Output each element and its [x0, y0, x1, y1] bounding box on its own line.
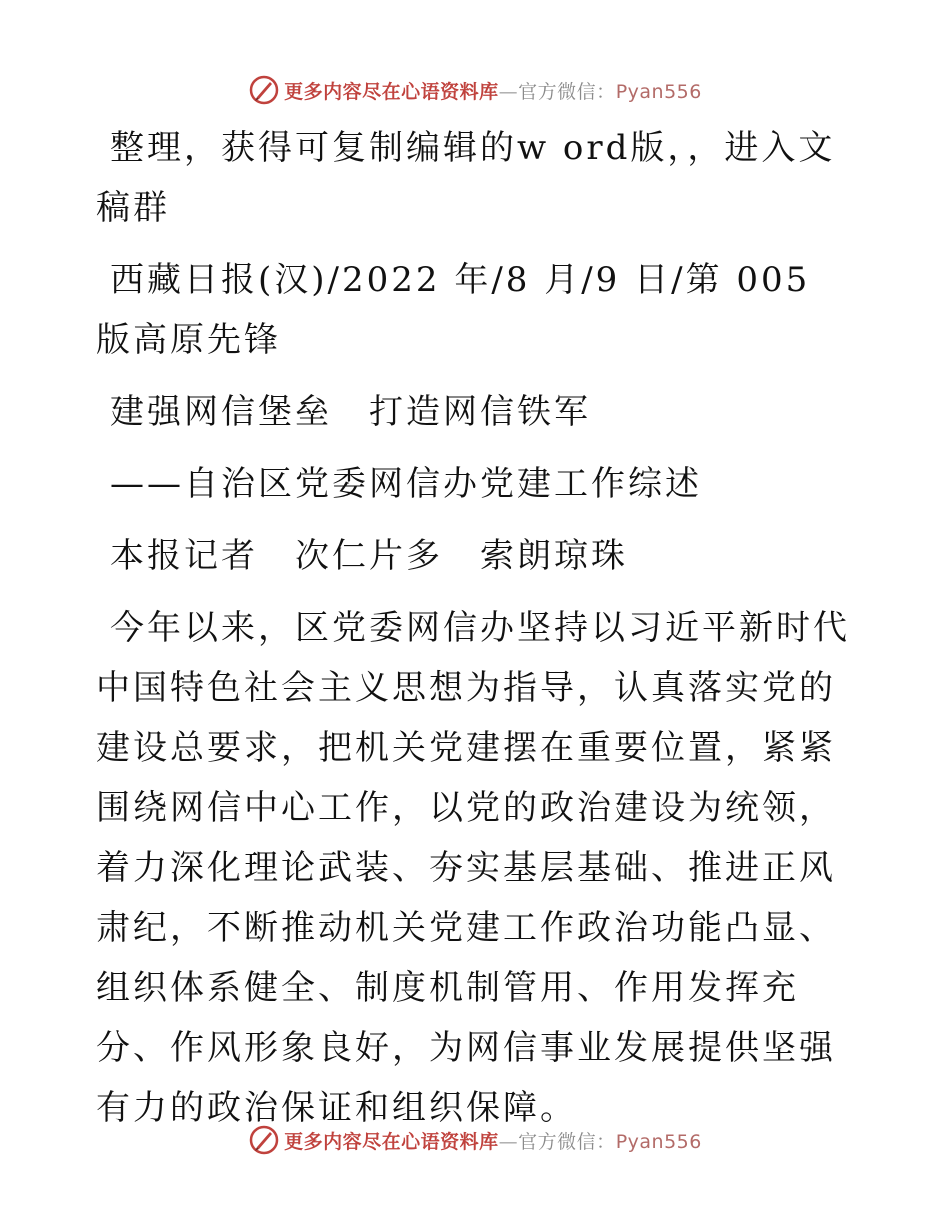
banner-wechat-label: 官方微信： — [518, 1130, 616, 1153]
paragraph-source: 西藏日报(汉)/2022 年/8 月/9 日/第 005 版高原先锋 — [96, 260, 811, 360]
banner-text — [284, 1127, 702, 1154]
footer-banner — [0, 1120, 950, 1160]
header-banner — [0, 70, 950, 110]
banner-dash: — — [498, 80, 519, 103]
article-body-paragraph: 今年以来，区党委网信办坚持以习近平新时代中国特色社会主义思想为指导，认真落实党的建设总要求，把机关党建摆在重要位置，紧紧围绕网信中心工作，以党的政治建设为统领，着力深化理论武装、夯实基层基础、推进正风肃纪，不断推动机关党建工作政治功能凸显、组织体系健全、制度机制管用、作用发挥充分、作风形象良好，为网信事业发展提供坚强有力的政治保证和组织保障。 — [96, 608, 850, 1128]
banner-site-text: 更多内容尽在心语资料库 — [284, 1130, 499, 1153]
article-byline: 本报记者 次仁片多 索朗琼珠 — [110, 536, 628, 576]
banner-wechat-id: Pyan556 — [615, 1130, 702, 1153]
paragraph-intro: 整理，获得可复制编辑的w ord版，，进入文稿群 — [96, 128, 836, 228]
banner-wechat-id: Pyan556 — [615, 80, 702, 103]
article-subtitle: ——自治区党委网信办党建工作综述 — [110, 464, 702, 504]
document-body — [96, 118, 856, 1138]
banner-text — [284, 77, 702, 104]
quill-pen-circle-icon — [248, 74, 280, 106]
banner-wechat-label: 官方微信： — [518, 80, 616, 103]
quill-pen-circle-icon — [248, 1124, 280, 1156]
banner-site-text: 更多内容尽在心语资料库 — [284, 80, 499, 103]
article-title: 建强网信堡垒 打造网信铁军 — [110, 392, 591, 432]
banner-dash: — — [498, 1130, 519, 1153]
